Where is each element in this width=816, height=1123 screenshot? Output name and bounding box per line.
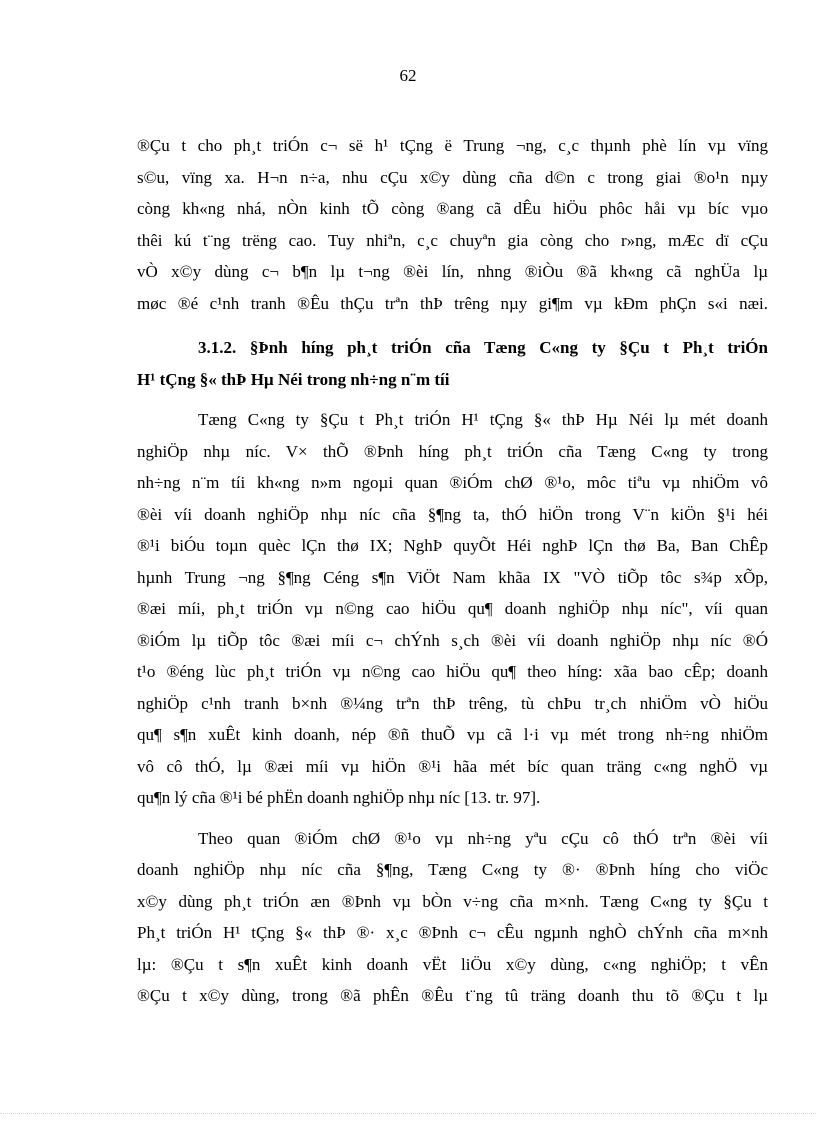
text-line: møc ®é c¹nh tranh ®Êu thÇu trªn thÞ trêng nµy gi¶m vµ kÐm phÇn s«i næi.: [137, 293, 768, 313]
text-line: nh÷ng n¨m tíi kh«ng n»m ngoµi quan ®iÓm chØ ®¹o, môc tiªu vµ nhiÖm vô: [137, 473, 768, 492]
paragraph-1: [137, 130, 768, 319]
text-line: Tæng C«ng ty §Çu t Ph¸t triÓn H¹ tÇng §« thÞ Hµ Néi lµ mét doanh: [198, 410, 768, 429]
text-line: ®iÓm lµ tiÕp tôc ®æi míi c¬ chÝnh s¸ch ®èi víi doanh nghiÖp nhµ níc ®Ó: [137, 630, 768, 650]
text-line: ®æi míi, ph¸t triÓn vµ n©ng cao hiÖu qu¶ doanh nghiÖp nhµ níc", víi quan: [137, 599, 768, 618]
paragraph-2: [137, 404, 768, 814]
text-line: qu¶ s¶n xuÊt kinh doanh, nép ®ñ thuÕ vµ cã l·i vµ mét trong nh÷ng nhiÖm: [137, 725, 768, 744]
text-line: thêi kú t¨ng trëng cao. Tuy nhiªn, c¸c chuyªn gia còng cho r»ng, mÆc dï cÇu: [137, 230, 768, 250]
text-line: vô cô thÓ, lµ ®æi míi vµ hiÖn ®¹i hãa mét bíc quan träng c«ng nghÖ vµ: [137, 756, 768, 776]
page-bottom-border: [0, 1113, 816, 1114]
text-line: vÒ x©y dùng c¬ b¶n lµ t¬ng ®èi lín, nhng ®iÒu ®ã kh«ng cã nghÜa lµ: [137, 262, 768, 281]
paragraph-spacer: [137, 395, 768, 404]
paragraph-spacer: [137, 814, 768, 823]
heading-line: 3.1.2. §Þnh híng ph¸t triÓn cña Tæng C«ng ty §Çu t Ph¸t triÓn: [198, 338, 768, 357]
text-line: lµ: ®Çu t s¶n xuÊt kinh doanh vËt liÖu x©y dùng, c«ng nghiÖp; t vÊn: [137, 954, 768, 974]
text-line: ®Çu t x©y dùng, trong ®ã phÊn ®Êu t¨ng tû träng doanh thu tõ ®Çu t lµ: [137, 986, 768, 1005]
page-content: [137, 130, 768, 1012]
section-heading: [137, 332, 768, 395]
text-line: qu¶n lý cña ®¹i bé phËn doanh nghiÖp nhµ níc [13. tr. 97].: [137, 788, 541, 807]
text-line: Ph¸t triÓn H¹ tÇng §« thÞ ®· x¸c ®Þnh c¬ cÊu ngµnh nghÒ chÝnh cña m×nh: [137, 923, 768, 942]
text-line: còng kh«ng nhá, nÒn kinh tÕ còng ®ang cã dÊu hiÖu phôc håi vµ bíc vµo: [137, 199, 768, 218]
text-line: Theo quan ®iÓm chØ ®¹o vµ nh÷ng yªu cÇu cô thÓ trªn ®èi víi: [198, 828, 768, 848]
text-line: ®¹i biÓu toµn quèc lÇn thø IX; NghÞ quyÕt Héi nghÞ lÇn thø Ba, Ban ChÊp: [137, 536, 768, 555]
text-line: ®èi víi doanh nghiÖp nhµ níc cña §¶ng ta, thÓ hiÖn trong V¨n kiÖn §¹i héi: [137, 504, 768, 524]
text-line: nghiÖp nhµ níc. V× thÕ ®Þnh híng ph¸t triÓn cña Tæng C«ng ty trong: [137, 441, 768, 461]
text-line: doanh nghiÖp nhµ níc cña §¶ng, Tæng C«ng ty ®· ®Þnh híng cho viÖc: [137, 860, 768, 879]
paragraph-spacer: [137, 319, 768, 332]
paragraph-3: [137, 823, 768, 1012]
heading-line: H¹ tÇng §« thÞ Hµ Néi trong nh÷ng n¨m tíi: [137, 369, 450, 389]
text-line: x©y dùng ph¸t triÓn æn ®Þnh vµ bÒn v÷ng cña m×nh. Tæng C«ng ty §Çu t: [137, 891, 768, 911]
text-line: hµnh Trung ¬ng §¶ng Céng s¶n ViÖt Nam khãa IX "VÒ tiÕp tôc s¾p xÕp,: [137, 567, 768, 587]
page-number: 62: [399, 66, 417, 85]
text-line: ®Çu t cho ph¸t triÓn c¬ së h¹ tÇng ë Trung ¬ng, c¸c thµnh phè lín vµ vïng: [137, 136, 768, 155]
text-line: nghiÖp c¹nh tranh b×nh ®¼ng trªn thÞ trêng, tù chÞu tr¸ch nhiÖm vÒ hiÖu: [137, 693, 768, 713]
text-line: t¹o ®éng lùc ph¸t triÓn vµ n©ng cao hiÖu qu¶ theo híng: xãa bao cÊp; doanh: [137, 662, 768, 681]
text-line: s©u, vïng xa. H¬n n÷a, nhu cÇu x©y dùng cña d©n c trong giai ®o¹n nµy: [137, 167, 768, 187]
